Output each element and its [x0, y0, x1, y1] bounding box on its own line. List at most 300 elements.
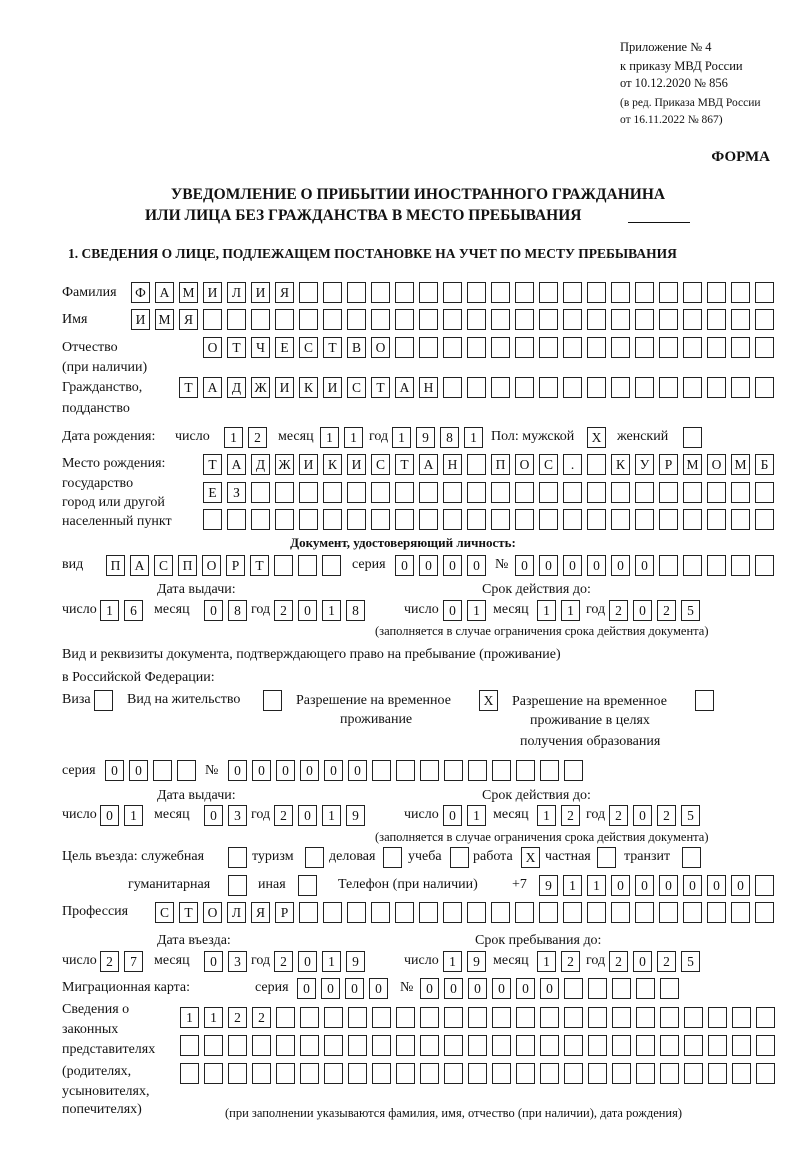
char-box[interactable]	[275, 482, 294, 503]
char-box[interactable]	[683, 337, 702, 358]
char-box[interactable]	[491, 337, 510, 358]
char-box[interactable]: 0	[420, 978, 439, 999]
char-box[interactable]	[491, 282, 510, 303]
char-box[interactable]	[419, 482, 438, 503]
char-box[interactable]	[467, 509, 486, 530]
char-box[interactable]: 9	[346, 805, 365, 826]
char-box[interactable]	[515, 902, 534, 923]
char-box[interactable]: 1	[467, 600, 486, 621]
char-box[interactable]	[659, 282, 678, 303]
char-box[interactable]: 0	[633, 600, 652, 621]
char-box[interactable]	[228, 1035, 247, 1056]
char-box[interactable]	[707, 309, 726, 330]
char-box[interactable]	[419, 309, 438, 330]
char-box[interactable]: П	[178, 555, 197, 576]
char-box[interactable]	[515, 337, 534, 358]
char-box[interactable]	[755, 377, 774, 398]
char-box[interactable]	[683, 309, 702, 330]
char-box[interactable]	[395, 282, 414, 303]
char-box[interactable]: 1	[537, 600, 556, 621]
char-box[interactable]	[203, 509, 222, 530]
char-box[interactable]: 1	[322, 600, 341, 621]
char-box[interactable]: 0	[587, 555, 606, 576]
char-box[interactable]	[755, 875, 774, 896]
char-box[interactable]: 0	[444, 978, 463, 999]
char-box[interactable]	[348, 1063, 367, 1084]
char-box[interactable]	[588, 978, 607, 999]
char-box[interactable]: 5	[681, 600, 700, 621]
char-box[interactable]: 0	[348, 760, 367, 781]
char-box[interactable]	[516, 760, 535, 781]
char-box[interactable]: Т	[227, 337, 246, 358]
char-box[interactable]	[251, 482, 270, 503]
char-box[interactable]: 2	[657, 600, 676, 621]
char-box[interactable]: 1	[443, 951, 462, 972]
char-box[interactable]: 1	[204, 1007, 223, 1028]
char-box[interactable]: 1	[392, 427, 411, 448]
char-box[interactable]: О	[202, 555, 221, 576]
char-box[interactable]: 5	[681, 951, 700, 972]
char-box[interactable]	[683, 482, 702, 503]
char-box[interactable]	[612, 1063, 631, 1084]
char-box[interactable]	[660, 1007, 679, 1028]
char-box[interactable]	[443, 377, 462, 398]
char-box[interactable]: Д	[227, 377, 246, 398]
char-box[interactable]: 2	[100, 951, 119, 972]
char-box[interactable]	[635, 337, 654, 358]
char-box[interactable]: Е	[203, 482, 222, 503]
char-box[interactable]	[252, 1035, 271, 1056]
char-box[interactable]: 0	[298, 951, 317, 972]
place-of-stay-blank[interactable]	[628, 222, 690, 223]
char-box[interactable]	[491, 902, 510, 923]
char-box[interactable]: 0	[539, 555, 558, 576]
char-box[interactable]	[227, 309, 246, 330]
char-box[interactable]: 8	[228, 600, 247, 621]
char-box[interactable]	[347, 482, 366, 503]
char-box[interactable]: П	[491, 454, 510, 475]
char-box[interactable]	[563, 309, 582, 330]
char-box[interactable]	[731, 282, 750, 303]
char-box[interactable]: С	[154, 555, 173, 576]
char-box[interactable]	[563, 377, 582, 398]
char-box[interactable]	[611, 902, 630, 923]
char-box[interactable]	[276, 1007, 295, 1028]
char-box[interactable]	[515, 377, 534, 398]
char-box[interactable]: 2	[561, 951, 580, 972]
char-box[interactable]	[419, 282, 438, 303]
char-box[interactable]	[659, 509, 678, 530]
char-box[interactable]	[228, 1063, 247, 1084]
char-box[interactable]: 0	[707, 875, 726, 896]
char-box[interactable]	[396, 1063, 415, 1084]
char-box[interactable]: Я	[179, 309, 198, 330]
char-box[interactable]	[177, 760, 196, 781]
char-box[interactable]: 0	[540, 978, 559, 999]
char-box[interactable]: Т	[371, 377, 390, 398]
char-box[interactable]: М	[179, 282, 198, 303]
char-box[interactable]	[539, 902, 558, 923]
char-box[interactable]	[563, 902, 582, 923]
char-box[interactable]: Л	[227, 902, 246, 923]
char-box[interactable]	[468, 1063, 487, 1084]
char-box[interactable]	[515, 309, 534, 330]
checkbox[interactable]	[228, 847, 247, 868]
char-box[interactable]	[563, 337, 582, 358]
char-box[interactable]: 0	[443, 555, 462, 576]
char-box[interactable]	[539, 309, 558, 330]
checkbox[interactable]	[383, 847, 402, 868]
char-box[interactable]: 2	[657, 951, 676, 972]
char-box[interactable]	[539, 509, 558, 530]
char-box[interactable]	[611, 282, 630, 303]
char-box[interactable]	[755, 902, 774, 923]
char-box[interactable]	[324, 1007, 343, 1028]
char-box[interactable]	[755, 482, 774, 503]
char-box[interactable]: 2	[274, 951, 293, 972]
char-box[interactable]	[564, 1063, 583, 1084]
char-box[interactable]	[707, 509, 726, 530]
char-box[interactable]: Р	[226, 555, 245, 576]
char-box[interactable]	[539, 377, 558, 398]
char-box[interactable]: Р	[275, 902, 294, 923]
char-box[interactable]	[372, 1035, 391, 1056]
char-box[interactable]	[731, 555, 750, 576]
char-box[interactable]	[659, 309, 678, 330]
char-box[interactable]: 0	[515, 555, 534, 576]
char-box[interactable]: М	[683, 454, 702, 475]
char-box[interactable]	[443, 282, 462, 303]
char-box[interactable]: Т	[250, 555, 269, 576]
char-box[interactable]	[540, 760, 559, 781]
char-box[interactable]	[731, 337, 750, 358]
char-box[interactable]	[491, 309, 510, 330]
char-box[interactable]	[587, 282, 606, 303]
char-box[interactable]	[298, 555, 317, 576]
char-box[interactable]	[323, 509, 342, 530]
char-box[interactable]	[444, 760, 463, 781]
char-box[interactable]: А	[419, 454, 438, 475]
char-box[interactable]	[371, 482, 390, 503]
char-box[interactable]: 0	[276, 760, 295, 781]
char-box[interactable]: 0	[298, 600, 317, 621]
char-box[interactable]	[323, 282, 342, 303]
char-box[interactable]: 1	[587, 875, 606, 896]
char-box[interactable]	[299, 902, 318, 923]
char-box[interactable]: 9	[416, 427, 435, 448]
char-box[interactable]	[587, 309, 606, 330]
char-box[interactable]: А	[227, 454, 246, 475]
char-box[interactable]: 8	[440, 427, 459, 448]
char-box[interactable]	[299, 509, 318, 530]
char-box[interactable]	[515, 509, 534, 530]
char-box[interactable]	[396, 760, 415, 781]
char-box[interactable]: 2	[274, 805, 293, 826]
char-box[interactable]: О	[707, 454, 726, 475]
char-box[interactable]: О	[371, 337, 390, 358]
char-box[interactable]: А	[395, 377, 414, 398]
char-box[interactable]	[683, 282, 702, 303]
char-box[interactable]	[491, 482, 510, 503]
char-box[interactable]: 0	[228, 760, 247, 781]
char-box[interactable]	[444, 1035, 463, 1056]
checkbox[interactable]	[298, 875, 317, 896]
char-box[interactable]	[275, 509, 294, 530]
char-box[interactable]: 2	[561, 805, 580, 826]
char-box[interactable]: 0	[297, 978, 316, 999]
char-box[interactable]: Я	[251, 902, 270, 923]
char-box[interactable]: Е	[275, 337, 294, 358]
char-box[interactable]: 0	[683, 875, 702, 896]
char-box[interactable]: Л	[227, 282, 246, 303]
char-box[interactable]	[443, 309, 462, 330]
char-box[interactable]	[684, 1035, 703, 1056]
char-box[interactable]: 0	[516, 978, 535, 999]
char-box[interactable]	[611, 377, 630, 398]
char-box[interactable]: 0	[419, 555, 438, 576]
char-box[interactable]: 0	[321, 978, 340, 999]
char-box[interactable]	[227, 509, 246, 530]
char-box[interactable]: С	[347, 377, 366, 398]
char-box[interactable]	[731, 482, 750, 503]
char-box[interactable]: 2	[248, 427, 267, 448]
char-box[interactable]	[612, 978, 631, 999]
char-box[interactable]: М	[731, 454, 750, 475]
char-box[interactable]: В	[347, 337, 366, 358]
char-box[interactable]: 0	[467, 555, 486, 576]
char-box[interactable]: 1	[180, 1007, 199, 1028]
char-box[interactable]	[372, 760, 391, 781]
char-box[interactable]: 1	[100, 600, 119, 621]
char-box[interactable]	[299, 282, 318, 303]
char-box[interactable]: 0	[204, 951, 223, 972]
char-box[interactable]	[756, 1035, 775, 1056]
char-box[interactable]	[731, 509, 750, 530]
char-box[interactable]: 6	[124, 600, 143, 621]
char-box[interactable]: М	[155, 309, 174, 330]
char-box[interactable]	[300, 1007, 319, 1028]
char-box[interactable]: 1	[224, 427, 243, 448]
char-box[interactable]	[443, 509, 462, 530]
char-box[interactable]	[323, 902, 342, 923]
char-box[interactable]	[323, 309, 342, 330]
char-box[interactable]	[419, 509, 438, 530]
char-box[interactable]	[396, 1007, 415, 1028]
char-box[interactable]	[396, 1035, 415, 1056]
char-box[interactable]	[539, 282, 558, 303]
char-box[interactable]	[756, 1007, 775, 1028]
char-box[interactable]	[564, 760, 583, 781]
char-box[interactable]: 9	[539, 875, 558, 896]
char-box[interactable]: 0	[300, 760, 319, 781]
char-box[interactable]	[347, 282, 366, 303]
char-box[interactable]	[492, 760, 511, 781]
char-box[interactable]: Ч	[251, 337, 270, 358]
char-box[interactable]: Т	[179, 377, 198, 398]
char-box[interactable]	[635, 482, 654, 503]
char-box[interactable]	[707, 482, 726, 503]
char-box[interactable]: С	[155, 902, 174, 923]
char-box[interactable]	[683, 377, 702, 398]
char-box[interactable]	[467, 454, 486, 475]
char-box[interactable]: 0	[659, 875, 678, 896]
char-box[interactable]	[468, 1035, 487, 1056]
char-box[interactable]	[372, 1063, 391, 1084]
char-box[interactable]	[419, 902, 438, 923]
char-box[interactable]	[611, 337, 630, 358]
char-box[interactable]: 9	[467, 951, 486, 972]
char-box[interactable]: 1	[322, 951, 341, 972]
char-box[interactable]	[635, 509, 654, 530]
char-box[interactable]	[588, 1007, 607, 1028]
char-box[interactable]	[371, 509, 390, 530]
char-box[interactable]: 1	[320, 427, 339, 448]
char-box[interactable]	[683, 555, 702, 576]
char-box[interactable]: 0	[443, 805, 462, 826]
char-box[interactable]	[395, 482, 414, 503]
char-box[interactable]	[563, 482, 582, 503]
checkbox[interactable]	[695, 690, 714, 711]
char-box[interactable]: 2	[228, 1007, 247, 1028]
char-box[interactable]: Т	[179, 902, 198, 923]
char-box[interactable]: Т	[395, 454, 414, 475]
char-box[interactable]	[468, 1007, 487, 1028]
char-box[interactable]	[420, 1063, 439, 1084]
char-box[interactable]: 1	[537, 951, 556, 972]
char-box[interactable]	[491, 509, 510, 530]
char-box[interactable]	[324, 1035, 343, 1056]
char-box[interactable]: 1	[563, 875, 582, 896]
char-box[interactable]: 0	[611, 555, 630, 576]
char-box[interactable]: 2	[657, 805, 676, 826]
char-box[interactable]	[564, 1035, 583, 1056]
char-box[interactable]	[324, 1063, 343, 1084]
char-box[interactable]: Б	[755, 454, 774, 475]
char-box[interactable]	[204, 1063, 223, 1084]
char-box[interactable]	[660, 978, 679, 999]
char-box[interactable]	[153, 760, 172, 781]
char-box[interactable]	[588, 1035, 607, 1056]
char-box[interactable]	[540, 1007, 559, 1028]
char-box[interactable]	[347, 902, 366, 923]
char-box[interactable]	[348, 1035, 367, 1056]
char-box[interactable]	[419, 337, 438, 358]
char-box[interactable]: А	[155, 282, 174, 303]
char-box[interactable]	[276, 1035, 295, 1056]
char-box[interactable]	[587, 482, 606, 503]
char-box[interactable]: 0	[611, 875, 630, 896]
char-box[interactable]: 2	[274, 600, 293, 621]
char-box[interactable]: И	[251, 282, 270, 303]
char-box[interactable]: Д	[251, 454, 270, 475]
char-box[interactable]	[683, 509, 702, 530]
char-box[interactable]	[348, 1007, 367, 1028]
char-box[interactable]: 0	[252, 760, 271, 781]
char-box[interactable]	[659, 482, 678, 503]
checkbox[interactable]	[305, 847, 324, 868]
char-box[interactable]	[755, 309, 774, 330]
char-box[interactable]	[395, 509, 414, 530]
char-box[interactable]: К	[299, 377, 318, 398]
char-box[interactable]	[587, 454, 606, 475]
char-box[interactable]	[635, 377, 654, 398]
char-box[interactable]: 0	[298, 805, 317, 826]
char-box[interactable]	[636, 1063, 655, 1084]
char-box[interactable]	[491, 377, 510, 398]
char-box[interactable]: 0	[633, 951, 652, 972]
char-box[interactable]: И	[131, 309, 150, 330]
char-box[interactable]	[611, 309, 630, 330]
char-box[interactable]: Н	[419, 377, 438, 398]
char-box[interactable]: О	[203, 902, 222, 923]
char-box[interactable]: И	[275, 377, 294, 398]
char-box[interactable]	[635, 309, 654, 330]
char-box[interactable]	[588, 1063, 607, 1084]
char-box[interactable]	[274, 555, 293, 576]
char-box[interactable]	[300, 1063, 319, 1084]
char-box[interactable]: И	[203, 282, 222, 303]
char-box[interactable]	[347, 309, 366, 330]
char-box[interactable]	[732, 1063, 751, 1084]
char-box[interactable]: 0	[100, 805, 119, 826]
char-box[interactable]	[420, 1035, 439, 1056]
char-box[interactable]: И	[347, 454, 366, 475]
checkbox[interactable]	[682, 847, 701, 868]
char-box[interactable]	[443, 902, 462, 923]
char-box[interactable]	[275, 309, 294, 330]
char-box[interactable]: 1	[537, 805, 556, 826]
char-box[interactable]: Я	[275, 282, 294, 303]
char-box[interactable]: Р	[659, 454, 678, 475]
char-box[interactable]	[347, 509, 366, 530]
char-box[interactable]: 5	[681, 805, 700, 826]
char-box[interactable]	[755, 337, 774, 358]
char-box[interactable]	[443, 482, 462, 503]
char-box[interactable]	[611, 509, 630, 530]
char-box[interactable]	[467, 309, 486, 330]
char-box[interactable]	[755, 509, 774, 530]
char-box[interactable]: 1	[467, 805, 486, 826]
char-box[interactable]: 0	[468, 978, 487, 999]
char-box[interactable]	[659, 555, 678, 576]
char-box[interactable]: З	[227, 482, 246, 503]
char-box[interactable]: И	[323, 377, 342, 398]
char-box[interactable]: О	[203, 337, 222, 358]
char-box[interactable]	[322, 555, 341, 576]
char-box[interactable]	[707, 555, 726, 576]
char-box[interactable]	[707, 377, 726, 398]
char-box[interactable]	[516, 1063, 535, 1084]
char-box[interactable]	[371, 309, 390, 330]
char-box[interactable]	[492, 1063, 511, 1084]
char-box[interactable]: Ж	[275, 454, 294, 475]
char-box[interactable]	[755, 282, 774, 303]
char-box[interactable]	[564, 978, 583, 999]
char-box[interactable]	[468, 760, 487, 781]
char-box[interactable]	[587, 902, 606, 923]
char-box[interactable]	[395, 337, 414, 358]
char-box[interactable]	[395, 309, 414, 330]
char-box[interactable]: 0	[204, 600, 223, 621]
checkbox[interactable]	[597, 847, 616, 868]
char-box[interactable]	[636, 1035, 655, 1056]
char-box[interactable]: 0	[204, 805, 223, 826]
char-box[interactable]: 2	[609, 951, 628, 972]
char-box[interactable]: У	[635, 454, 654, 475]
char-box[interactable]: 1	[561, 600, 580, 621]
char-box[interactable]	[587, 337, 606, 358]
char-box[interactable]	[707, 282, 726, 303]
